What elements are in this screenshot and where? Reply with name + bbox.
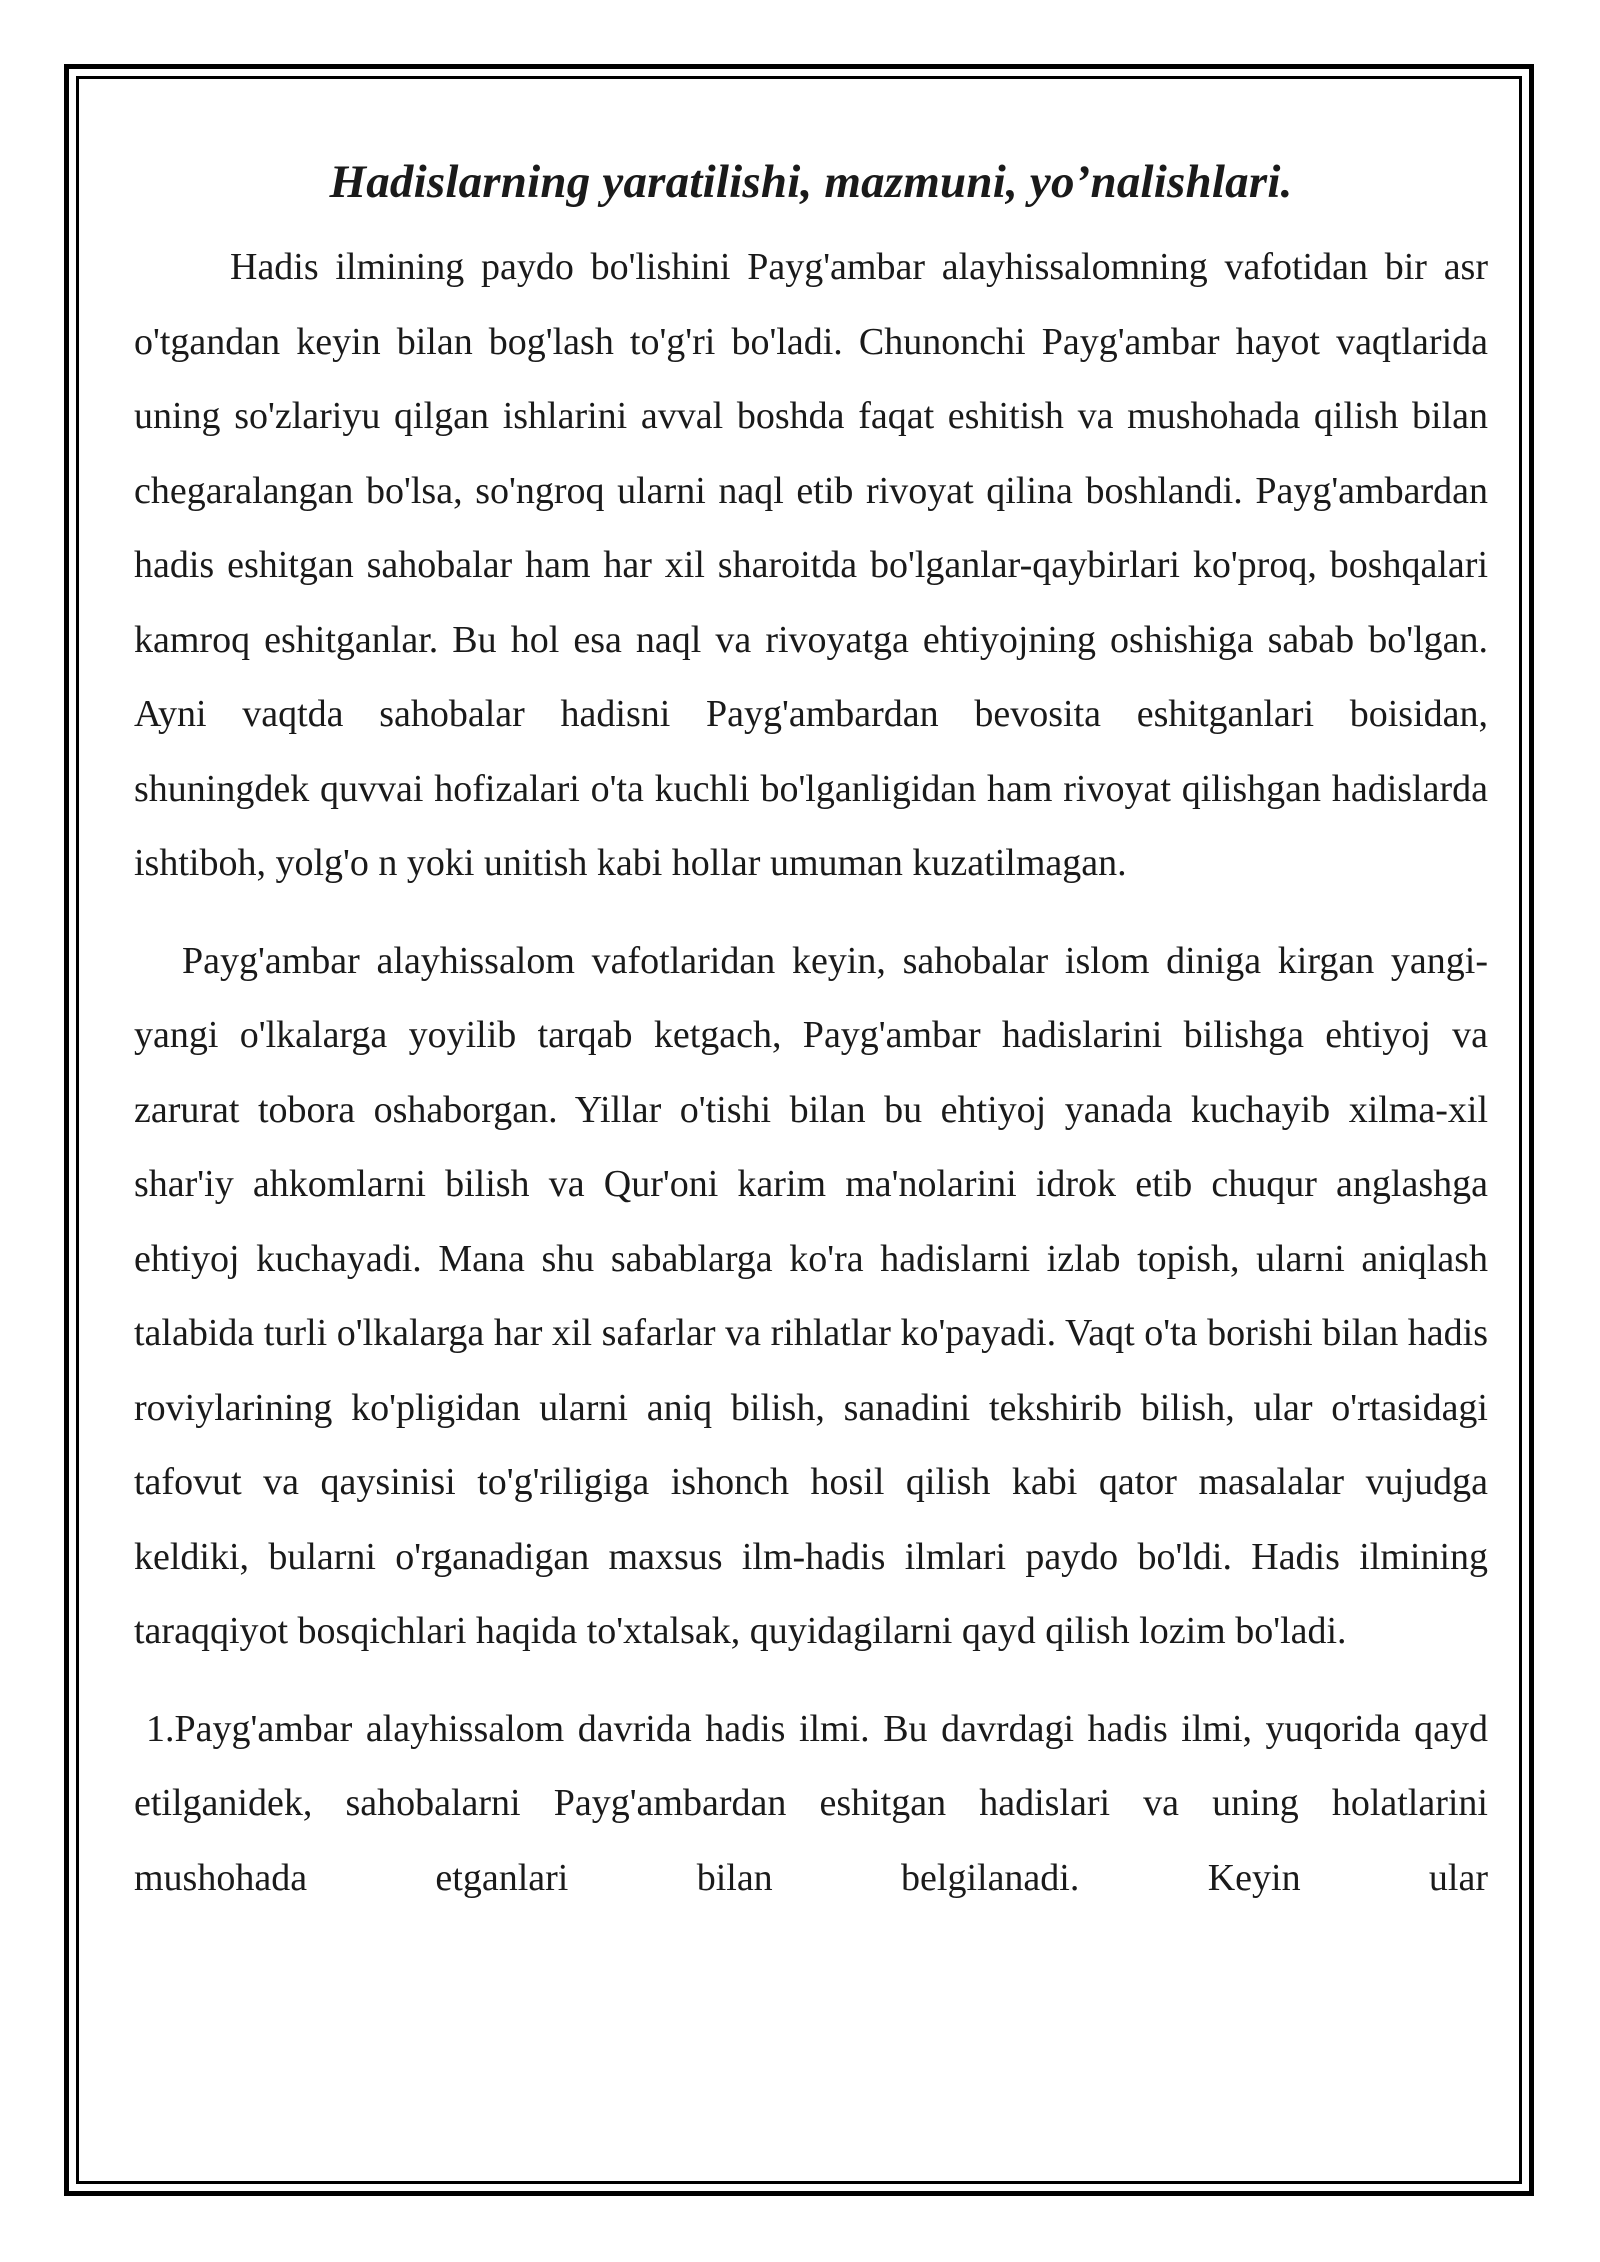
paragraph-3: 1.Payg'ambar alayhissalom davrida hadis ilmi. Bu davrdagi hadis ilmi, yuqorida qayd etilganidek, sahobalarni Payg'ambardan eshitgan hadislari va uning holatlarini mushohada etganlari bilan belgilanadi. Keyin ular bbox=[134, 1707, 1488, 1899]
paragraph-2: Payg'ambar alayhissalom vafotlaridan keyin, sahobalar islom diniga kirgan yangi-yangi o'lkalarga yoyilib tarqab ketgach, Payg'ambar hadislarini bilishga ehtiyoj va zarurat tobora oshaborgan. Yillar o'tishi bilan bu ehtiyoj yanada kuchayib xilma-xil shar'iy ahkomlarni bilish va Qur'oni karim ma'nolarini idrok etib chuqur anglashga ehtiyoj kuchayadi. Mana shu sabablarga ko'ra hadislarni izlab topish, ularni aniqlash talabida turli o'lkalarga har xil safarlar va rihlatlar ko'payadi. Vaqt o'ta borishi bilan hadis roviylarining ko'pligidan ularni aniq bilish, sanadini tekshirib bilish, ular o'rtasidagi tafovut va qaysinisi to'g'riligiga ishonch hosil qilish kabi qator masalalar vujudga keldiki, bularni o'rganadigan maxsus ilm-hadis ilmlari paydo bo'ldi. Hadis ilmining taraqqiyot bosqichlari haqida to'xtalsak, quyidagilarni qayd qilish lozim bo'ladi. bbox=[134, 939, 1488, 1652]
document-body bbox=[134, 150, 1488, 1915]
paragraph-1: Hadis ilmining paydo bo'lishini Payg'ambar alayhissalomning vafotidan bir asr o'tgandan keyin bilan bog'lash to'g'ri bo'ladi. Chunonchi Payg'ambar hayot vaqtlarida uning so'zlariyu qilgan ishlarini avval boshda faqat eshitish va mushohada qilish bilan chegaralangan bo'lsa, so'ngroq ularni naql etib rivoyat qilina boshlandi. Payg'ambardan hadis eshitgan sahobalar ham har xil sharoitda bo'lganlar-qaybirlari ko'proq, boshqalari kamroq eshitganlar. Bu hol esa naql va rivoyatga ehtiyojning oshishiga sabab bo'lgan. Ayni vaqtda sahobalar hadisni Payg'ambardan bevosita eshitganlari boisidan, shuningdek quvvai hofizalari o'ta kuchli bo'lganligidan ham rivoyat qilishgan hadislarda ishtiboh, yolg'o n yoki unitish kabi hollar umuman kuzatilmagan. bbox=[134, 246, 1488, 884]
document-title: Hadislarning yaratilishi, mazmuni, yo’nalishlari. bbox=[329, 156, 1293, 208]
